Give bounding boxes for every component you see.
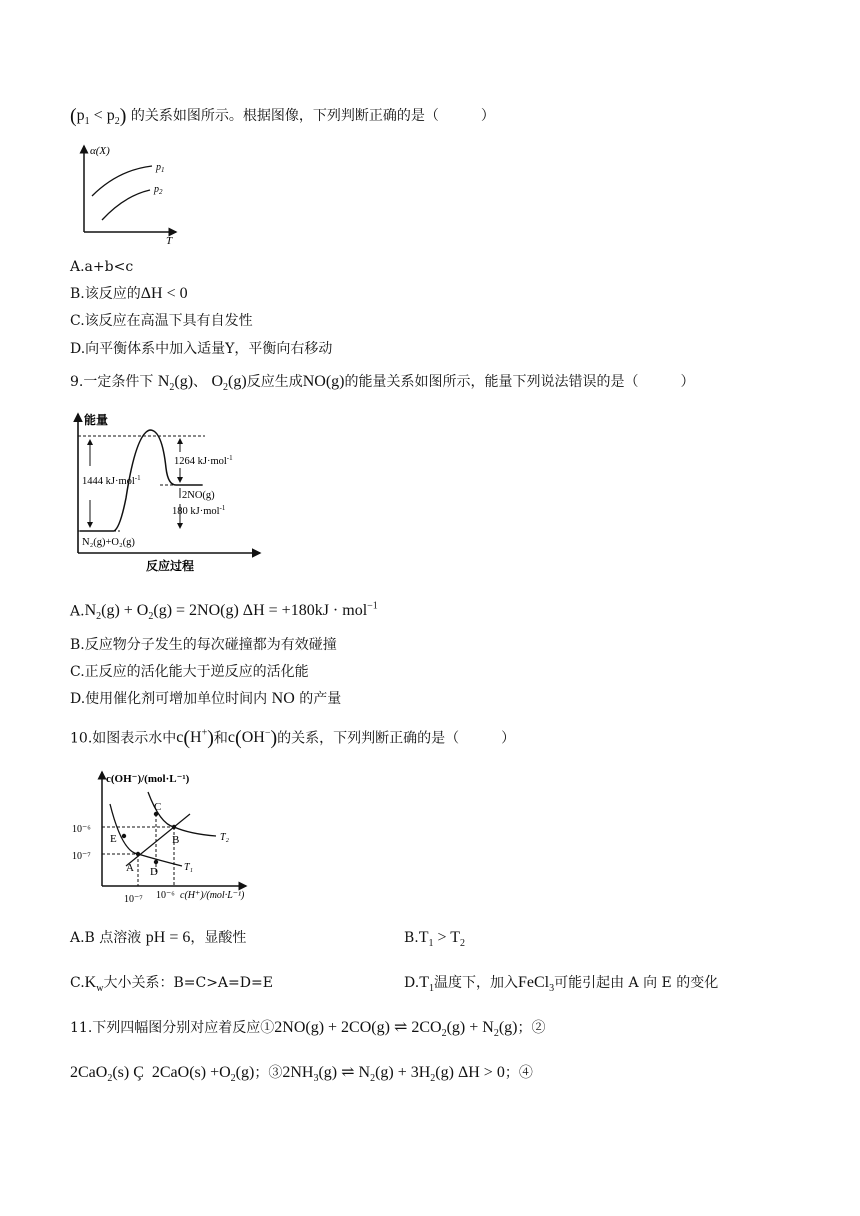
q11-stem-line1: 11.下列四幅图分别对应着反应①2NO(g) + 2CO(g) ⇌ $2CO_2(g) + N_2(g)$；② <box>70 1019 546 1040</box>
q10-ylabel: c(OH⁻)/(mol·L⁻¹) <box>106 773 190 785</box>
svg-text:10⁻⁷: 10⁻⁷ <box>72 851 91 862</box>
q9-option-b: B.反应物分子发生的每次碰撞都为有效碰撞 <box>70 637 337 653</box>
q10-option-b: $B.T_1 > T_2$ <box>404 929 466 950</box>
q8-stem: $(p_1 < p_2)$ 的关系如图所示。根据图像，下列判断正确的是（ ） <box>70 105 495 128</box>
q8-figure <box>68 140 188 250</box>
q9-option-d: D.使用催化剂可增加单位时间内 NO 的产量 <box>70 690 342 707</box>
q9-stem: 9.一定条件下 $N_2(g)$、 $O_2(g)$反应生成NO(g)的能量关系如图所示，能量下列说法错误的是（ ） <box>70 373 695 394</box>
q9-xlabel: 反应过程 <box>146 559 195 573</box>
q9-option-c: C.正反应的活化能大于逆反应的活化能 <box>70 664 309 680</box>
q10-option-c: $C.K_w$大小关系：B=C>A=D=E <box>70 974 273 995</box>
svg-text:B: B <box>172 834 180 846</box>
svg-text:C: C <box>154 801 162 813</box>
svg-text:10⁻⁶: 10⁻⁶ <box>156 890 175 901</box>
q9-ylabel: 能量 <box>84 413 109 427</box>
q8-option-c: C.该反应在高温下具有自发性 <box>70 313 253 329</box>
svg-text:10⁻⁶: 10⁻⁶ <box>72 824 91 835</box>
q8-option-d: D.向平衡体系中加入适量Y，平衡向右移动 <box>70 341 333 357</box>
q10-xlabel: c(H⁺)/(mol·L⁻¹) <box>180 890 245 901</box>
svg-text:2NO(g): 2NO(g) <box>182 490 215 501</box>
svg-text:D: D <box>150 866 158 878</box>
q8-ylabel: α(X) <box>90 145 110 157</box>
q9-energy-diagram <box>70 408 270 578</box>
q8-curve-p2 <box>102 190 150 220</box>
svg-text:A: A <box>126 862 134 874</box>
svg-text:E: E <box>110 833 117 845</box>
q10-stem: 10.如图表示水中c(H+)和c(OH−)的关系，下列判断正确的是（ ） <box>70 727 516 750</box>
q9-option-a: $A.N_2(g) + O_2(g) = 2NO(g) \Delta H = +180kJ \cdot mol^{-1}$ <box>70 601 378 623</box>
q10-figure <box>70 770 290 910</box>
q8-xlabel: T <box>166 235 173 247</box>
q10-option-d: $D.T_1$温度下，加入FeCl$_3$可能引起由 A 向 E 的变化 <box>404 974 719 995</box>
svg-text:T₂: T₂ <box>220 832 230 843</box>
svg-text:180 kJ·mol-1: 180 kJ·mol$^{-1}$ <box>172 504 226 517</box>
svg-text:1444 kJ·mol-1: 1444 kJ·mol$^{-1}$ <box>82 474 141 487</box>
svg-text:N₂(g)+O₂(g): N₂(g)+O₂(g) <box>82 537 135 548</box>
svg-text:1264 kJ·mol-1: 1264 kJ·mol$^{-1}$ <box>174 454 233 467</box>
q11-stem-line2: 2CaO$_2$(s) Ç $2CaO(s) +O_2(g)$；$③2NH_3(g)$ ⇌ $N_2(g) + 3H_2(g) \Delta H > 0$；④ <box>70 1064 533 1085</box>
q8-option-a: A.a+b<c <box>70 259 134 275</box>
svg-text:p1: $p_1$ <box>156 162 165 174</box>
svg-text:T₁: T₁ <box>184 862 194 873</box>
q8-option-b: B.该反应的ΔH < 0 <box>70 285 188 302</box>
svg-text:10⁻⁷: 10⁻⁷ <box>124 894 143 905</box>
svg-text:p2: $p_2$ <box>154 184 163 196</box>
q10-option-a: A.B 点溶液 pH = 6，显酸性 <box>70 929 247 946</box>
